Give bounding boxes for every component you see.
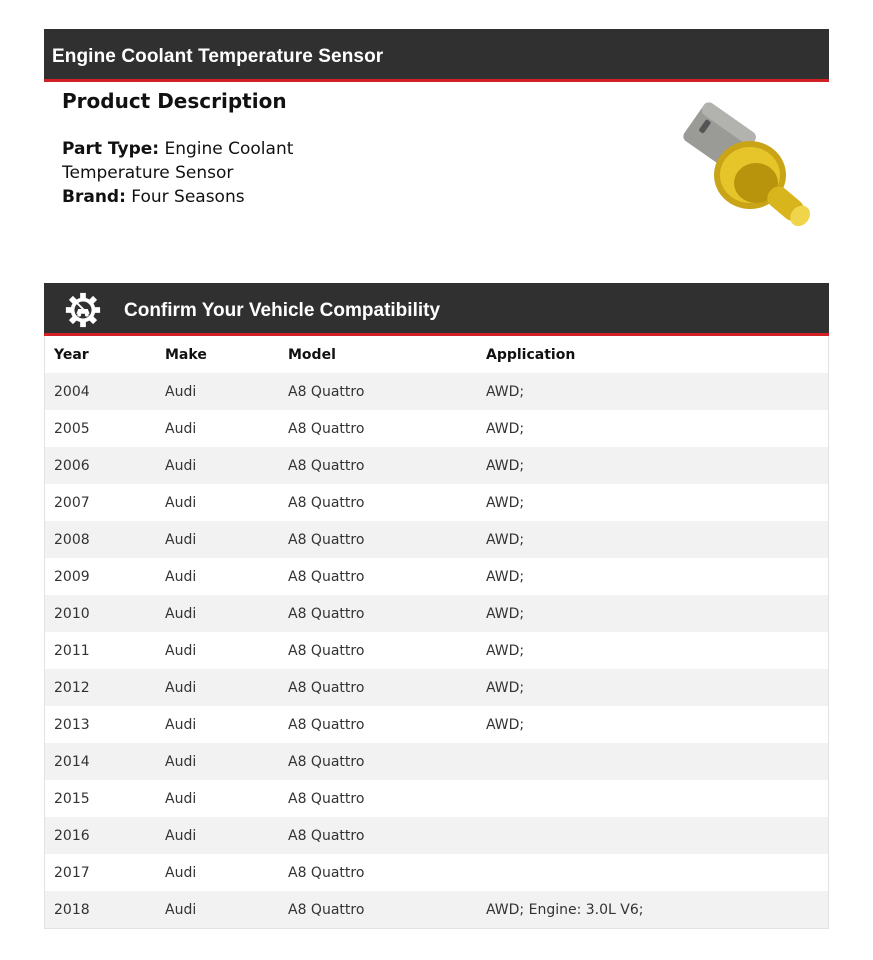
cell-year: 2007 <box>45 484 157 521</box>
cell-make: Audi <box>156 447 279 484</box>
cell-make: Audi <box>156 743 279 780</box>
product-image <box>660 95 825 235</box>
cell-model: A8 Quattro <box>279 780 477 817</box>
gear-car-icon <box>64 291 102 329</box>
compatibility-title: Confirm Your Vehicle Compatibility <box>124 300 441 321</box>
cell-make: Audi <box>156 484 279 521</box>
cell-year: 2016 <box>45 817 157 854</box>
cell-year: 2004 <box>45 373 157 410</box>
cell-application: AWD; <box>477 669 829 706</box>
table-row <box>45 669 829 706</box>
table-row <box>45 817 829 854</box>
cell-application: AWD; <box>477 595 829 632</box>
cell-model: A8 Quattro <box>279 669 477 706</box>
cell-make: Audi <box>156 706 279 743</box>
table-row <box>45 410 829 447</box>
table-row <box>45 595 829 632</box>
table-row <box>45 484 829 521</box>
table-header-row <box>45 336 829 373</box>
cell-model: A8 Quattro <box>279 410 477 447</box>
cell-year: 2008 <box>45 521 157 558</box>
cell-model: A8 Quattro <box>279 521 477 558</box>
cell-application: AWD; <box>477 521 829 558</box>
cell-application: AWD; <box>477 410 829 447</box>
cell-year: 2012 <box>45 669 157 706</box>
compatibility-table <box>44 336 829 929</box>
brand-label: Brand: <box>62 187 126 207</box>
table-row <box>45 558 829 595</box>
cell-model: A8 Quattro <box>279 447 477 484</box>
cell-application <box>477 743 829 780</box>
cell-make: Audi <box>156 854 279 891</box>
cell-year: 2009 <box>45 558 157 595</box>
cell-application <box>477 780 829 817</box>
cell-model: A8 Quattro <box>279 632 477 669</box>
column-header-model: Model <box>279 336 477 373</box>
column-header-application: Application <box>477 336 829 373</box>
cell-application: AWD; <box>477 447 829 484</box>
cell-application <box>477 817 829 854</box>
cell-make: Audi <box>156 780 279 817</box>
cell-model: A8 Quattro <box>279 891 477 929</box>
cell-year: 2015 <box>45 780 157 817</box>
cell-year: 2005 <box>45 410 157 447</box>
cell-model: A8 Quattro <box>279 854 477 891</box>
table-row <box>45 743 829 780</box>
cell-year: 2017 <box>45 854 157 891</box>
cell-make: Audi <box>156 632 279 669</box>
table-row <box>45 632 829 669</box>
part-type-value: Engine Coolant Temperature Sensor <box>62 139 294 183</box>
cell-application: AWD; Engine: 3.0L V6; <box>477 891 829 929</box>
cell-model: A8 Quattro <box>279 595 477 632</box>
brand <box>62 185 402 209</box>
cell-application: AWD; <box>477 558 829 595</box>
cell-model: A8 Quattro <box>279 558 477 595</box>
brand-value: Four Seasons <box>131 187 245 207</box>
cell-make: Audi <box>156 410 279 447</box>
cell-application: AWD; <box>477 373 829 410</box>
cell-make: Audi <box>156 595 279 632</box>
cell-model: A8 Quattro <box>279 706 477 743</box>
cell-application <box>477 854 829 891</box>
cell-make: Audi <box>156 521 279 558</box>
cell-make: Audi <box>156 817 279 854</box>
product-title-banner <box>44 29 829 82</box>
column-header-make: Make <box>156 336 279 373</box>
cell-year: 2014 <box>45 743 157 780</box>
table-row <box>45 854 829 891</box>
cell-year: 2006 <box>45 447 157 484</box>
cell-model: A8 Quattro <box>279 373 477 410</box>
description-heading: Product Description <box>62 89 287 113</box>
cell-year: 2010 <box>45 595 157 632</box>
cell-year: 2011 <box>45 632 157 669</box>
cell-application: AWD; <box>477 632 829 669</box>
cell-year: 2018 <box>45 891 157 929</box>
cell-make: Audi <box>156 891 279 929</box>
part-type <box>62 137 402 185</box>
compatibility-banner <box>44 283 829 336</box>
table-row <box>45 780 829 817</box>
table-row <box>45 521 829 558</box>
table-row <box>45 891 829 929</box>
cell-application: AWD; <box>477 484 829 521</box>
table-row <box>45 447 829 484</box>
cell-model: A8 Quattro <box>279 743 477 780</box>
product-title: Engine Coolant Temperature Sensor <box>52 46 384 67</box>
table-row <box>45 706 829 743</box>
part-type-label: Part Type: <box>62 139 160 159</box>
cell-year: 2013 <box>45 706 157 743</box>
cell-model: A8 Quattro <box>279 484 477 521</box>
cell-make: Audi <box>156 669 279 706</box>
table-row <box>45 373 829 410</box>
cell-application: AWD; <box>477 706 829 743</box>
column-header-year: Year <box>45 336 157 373</box>
cell-make: Audi <box>156 373 279 410</box>
cell-model: A8 Quattro <box>279 817 477 854</box>
cell-make: Audi <box>156 558 279 595</box>
